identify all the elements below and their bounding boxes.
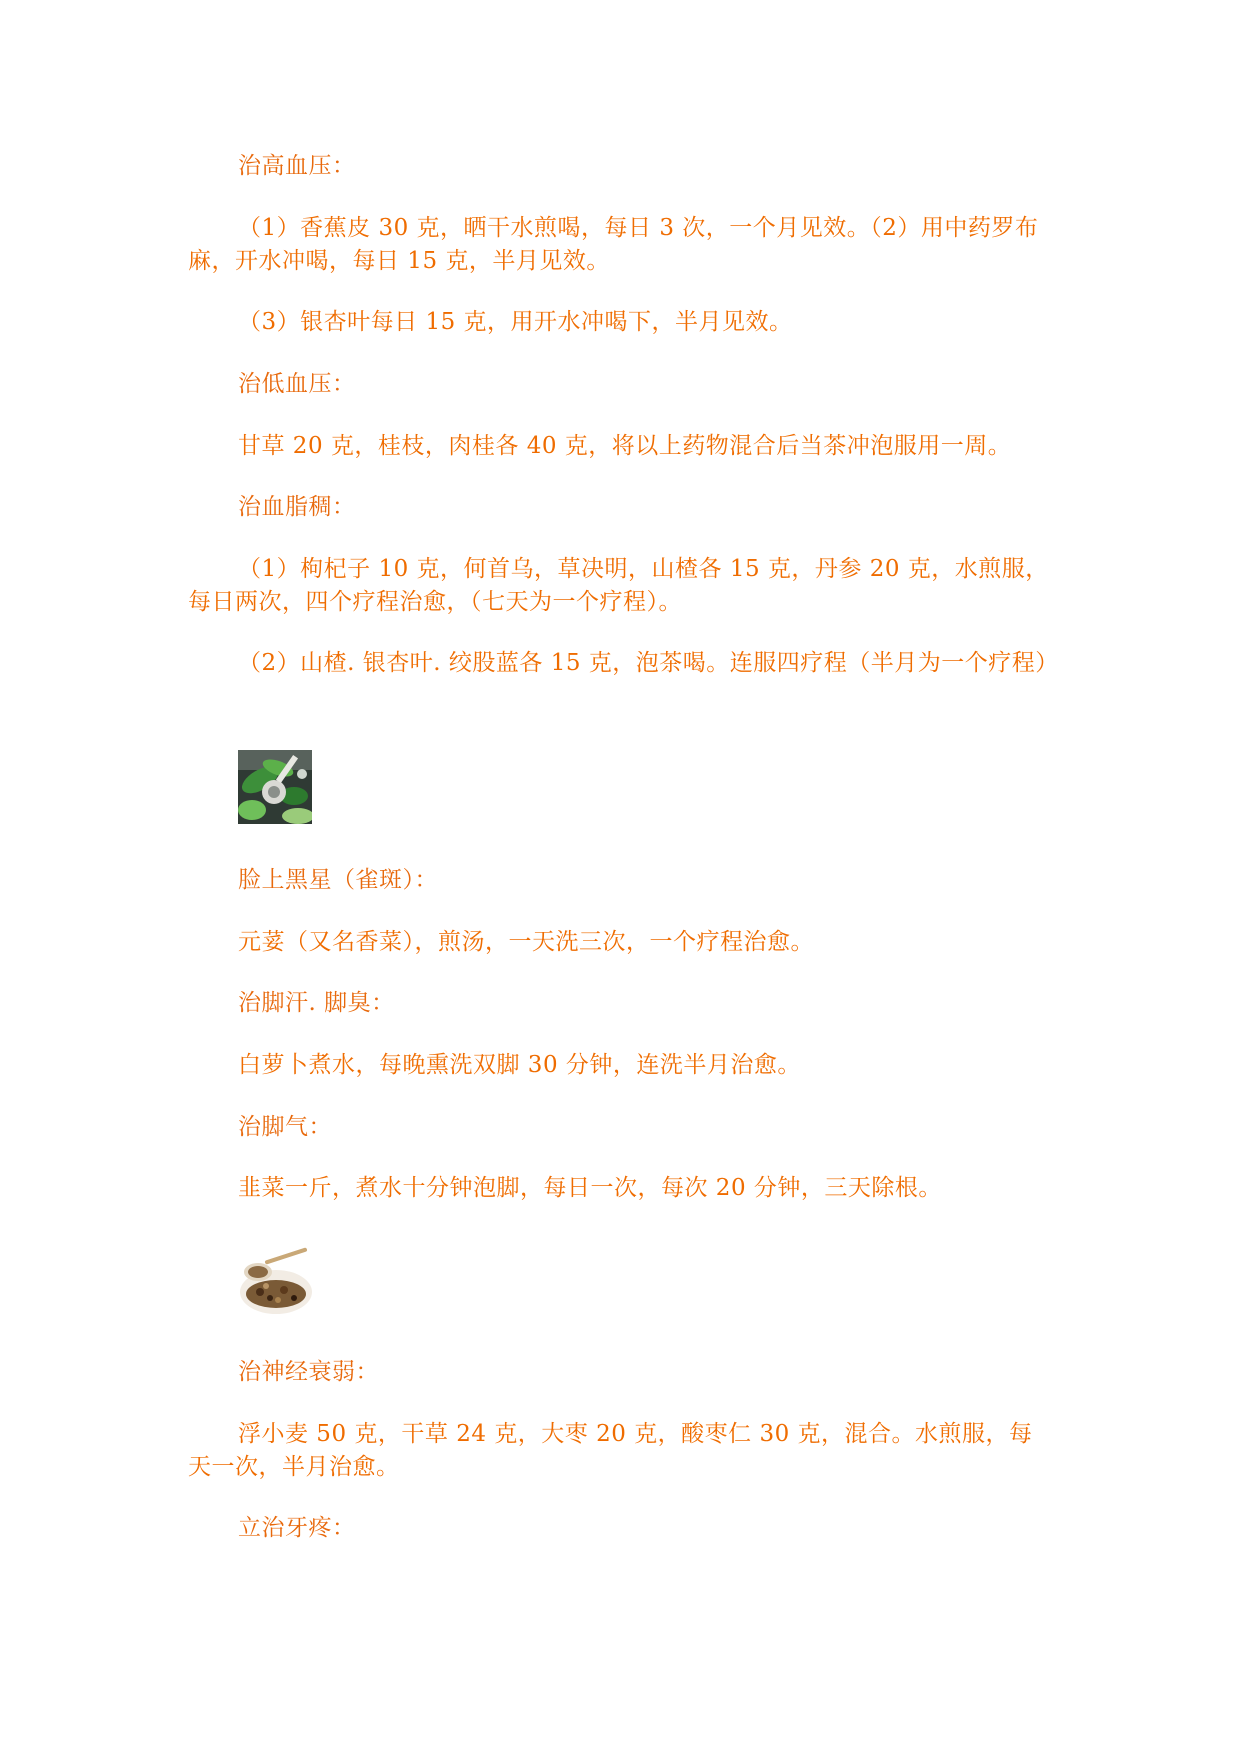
remedy-hypertension-3: （3）银杏叶每日 15 克，用开水冲喝下，半月见效。: [238, 309, 793, 335]
heading-toothache: 立治牙疼：: [238, 1515, 356, 1541]
herbal-medicine-picture: [238, 1242, 312, 1316]
herbal-vegetables-image: [238, 750, 312, 824]
remedy-freckles: 元荽（又名香菜），煎汤，一天洗三次，一个疗程治愈。: [238, 929, 814, 955]
remedy-athletes-foot: 韭菜一斤，煮水十分钟泡脚，每日一次，每次 20 分钟，三天除根。: [238, 1175, 942, 1201]
heading-hypertension: 治高血压：: [238, 153, 356, 179]
heading-thick-blood-lipids: 治血脂稠：: [238, 494, 356, 520]
heading-foot-sweat-odor: 治脚汗. 脚臭：: [238, 990, 395, 1016]
remedy-neurasthenia: 浮小麦 50 克，干草 24 克，大枣 20 克，酸枣仁 30 克，混合。水煎服，每天一次，半月治愈。: [188, 1421, 1033, 1480]
remedy-blood-lipids-2: （2）山楂. 银杏叶. 绞股蓝各 15 克，泡茶喝。连服四疗程（半月为一个疗程）: [238, 650, 1059, 676]
heading-hypotension: 治低血压：: [238, 371, 356, 397]
herbal-medicine-image: [238, 1242, 312, 1316]
remedy-foot-sweat-odor: 白萝卜煮水，每晚熏洗双脚 30 分钟，连洗半月治愈。: [238, 1052, 801, 1078]
remedy-hypertension-1-2: （1）香蕉皮 30 克，晒干水煎喝，每日 3 次，一个月见效。（2）用中药罗布麻，开水冲喝，每日 15 克，半月见效。: [188, 215, 1039, 274]
heading-athletes-foot: 治脚气：: [238, 1114, 332, 1140]
remedy-hypotension: 甘草 20 克，桂枝，肉桂各 40 克，将以上药物混合后当茶冲泡服用一周。: [238, 433, 1012, 459]
heading-freckles: 脸上黑星（雀斑）：: [238, 867, 438, 893]
heading-neurasthenia: 治神经衰弱：: [238, 1359, 379, 1385]
herbal-vegetables-picture: [238, 750, 312, 824]
remedy-blood-lipids-1: （1）枸杞子 10 克，何首乌，草决明，山楂各 15 克，丹参 20 克，水煎服，每日两次，四个疗程治愈，（七天为一个疗程）。: [188, 556, 1049, 615]
